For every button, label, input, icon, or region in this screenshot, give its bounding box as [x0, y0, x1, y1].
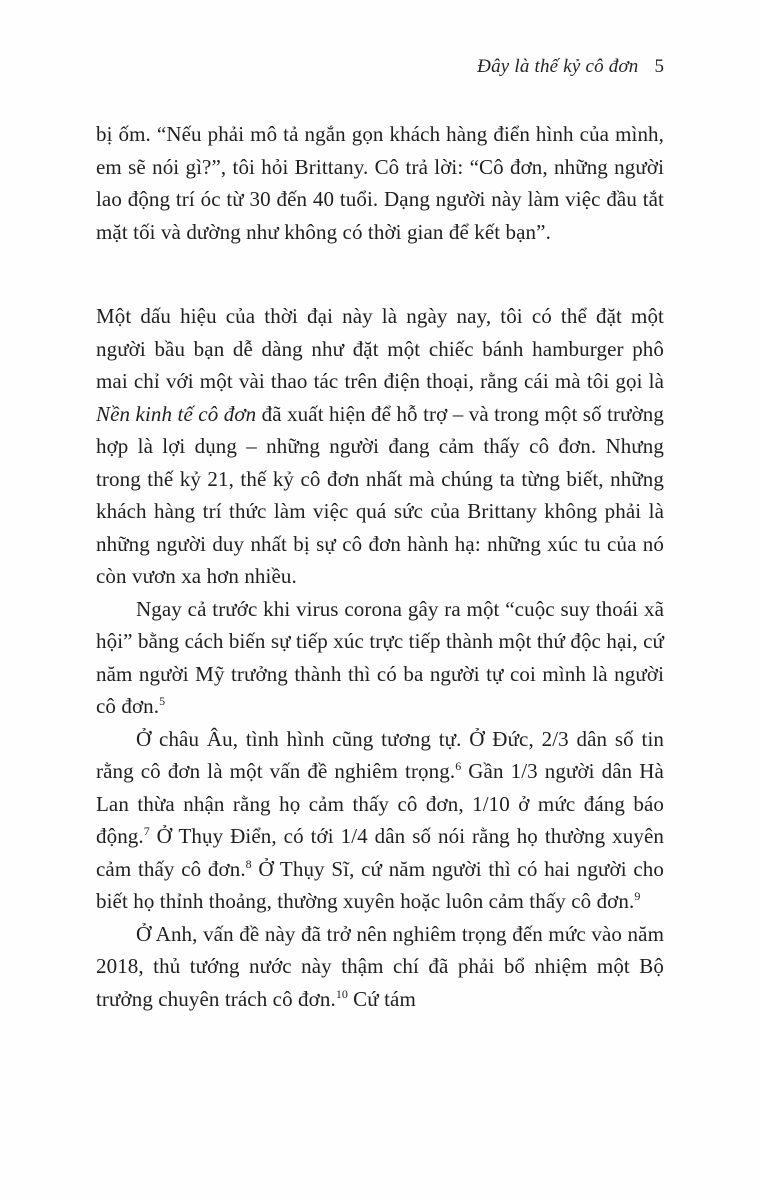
- footnote-ref-5: 5: [159, 694, 166, 708]
- paragraph-europe-statistics: [96, 723, 664, 918]
- footnote-ref-6: 6: [455, 759, 462, 773]
- paragraph-continuation: [96, 118, 664, 248]
- paragraph-text: Ngay cả trước khi virus corona gây ra một “cuộc suy thoái xã hội” bằng cách biến sự tiếp xúc trực tiếp thành một thứ độc hại, cứ năm người Mỹ trưởng thành thì có ba người tự coi mình là người cô đơn.: [96, 596, 664, 718]
- paragraph-text: Cứ tám: [347, 986, 416, 1011]
- footnote-ref-9: 9: [634, 889, 641, 903]
- paragraph-virus-corona: [96, 593, 664, 723]
- paragraph-text: Ở châu Âu, tình hình cũng tương tự. Ở Đức, 2/3 dân số tin rằng cô đơn là một vấn đề nghiêm trọng.: [96, 726, 664, 783]
- page-body: [96, 118, 664, 1015]
- page-header: [96, 56, 664, 78]
- paragraph-text: Ở Thụy Điển, có tới 1/4 dân số nói rằng họ thường xuyên cảm thấy cô đơn.: [96, 824, 664, 881]
- footnote-ref-8: 8: [245, 856, 252, 871]
- paragraph-text: đã xuất hiện để hỗ trợ – và trong một số trường hợp là lợi dụng – những người đang cảm thấy cô đơn. Nhưng trong thế kỷ 21, thế kỷ cô đơn nhất mà chúng ta từng biết, những khách hàng trí thức làm việc quá sức của Brittany không phải là những người duy nhất bị sự cô đơn hành hạ: những xúc tu của nó còn vươn xa hơn nhiều.: [96, 401, 664, 588]
- paragraph-text: Gần 1/3 người dân Hà Lan thừa nhận rằng họ cảm thấy cô đơn, 1/10 ở mức đáng báo động.: [96, 759, 664, 848]
- paragraph-text: Ở Thụy Sĩ, cứ năm người thì có hai người cho biết họ thỉnh thoảng, thường xuyên hoặc luôn cảm thấy cô đơn.: [96, 856, 664, 913]
- italic-term-loneliness-economy: Nền kinh tế cô đơn: [96, 401, 257, 426]
- footnote-ref-10: 10: [335, 986, 348, 1001]
- page-number: 5: [654, 56, 664, 77]
- running-title: Đây là thế kỷ cô đơn: [477, 56, 639, 77]
- paragraph-text: bị ốm. “Nếu phải mô tả ngắn gọn khách hàng điển hình của mình, em sẽ nói gì?”, tôi hỏi Brittany. Cô trả lời: “Cô đơn, những người lao động trí óc từ 30 đến 40 tuổi. Dạng người này làm việc đầu tắt mặt tối và dường như không có thời gian để kết bạn”.: [96, 122, 664, 244]
- footnote-ref-7: 7: [143, 824, 150, 838]
- paragraph-section-opening: [96, 300, 664, 593]
- paragraph-uk-minister: [96, 918, 664, 1016]
- paragraph-text: Một dấu hiệu của thời đại này là ngày nay, tôi có thể đặt một người bầu bạn dễ dàng như đặt một chiếc bánh hamburger phô mai chỉ với một vài thao tác trên điện thoại, rằng cái mà tôi gọi là: [96, 304, 664, 393]
- paragraph-text: Ở Anh, vấn đề này đã trở nên nghiêm trọng đến mức vào năm 2018, thủ tướng nước này thậm chí đã phải bổ nhiệm một Bộ trưởng chuyên trách cô đơn.: [96, 921, 664, 1011]
